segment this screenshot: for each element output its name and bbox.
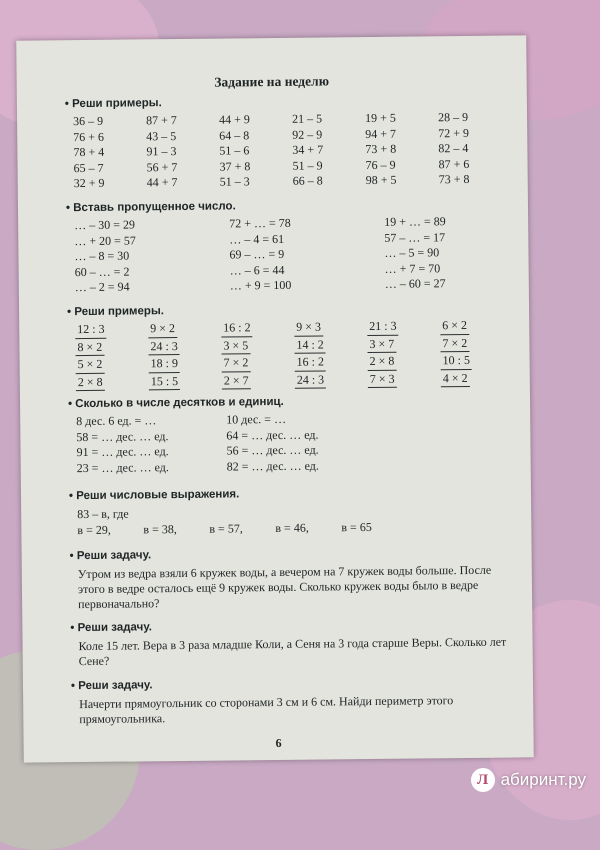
equation-cell: 57 – … = 17 [384,229,446,245]
example-cell: 24 : 3 [148,338,180,355]
tens-units-cell: 64 = … дес. … ед. [226,427,319,443]
example-cell: 18 : 9 [149,356,181,373]
equation-cell: 19 + … = 89 [384,214,446,229]
equation-cell: … – 6 = 44 [229,262,285,277]
example-cell: 78 + 4 [73,144,105,160]
example-cell: 65 – 7 [73,160,104,175]
example-cell: 76 – 9 [365,157,396,172]
section-heading: • Реши задачу. [71,679,153,692]
tens-units-cell: 8 дес. 6 ед. = … [76,413,157,429]
example-cell: 51 – 9 [292,157,323,173]
tens-units-cell: 91 = … дес. … ед. [76,444,169,460]
tens-units-cell: 58 = … дес. … ед. [76,428,169,444]
example-cell: 10 : 5 [441,353,473,370]
example-cell: 36 – 9 [73,113,104,129]
example-cell: 44 + 9 [218,112,250,127]
example-cell: 44 + 7 [146,175,178,190]
example-cell: 7 × 2 [222,355,251,372]
example-cell: 16 : 2 [295,354,327,371]
value-item: в = 57, [209,520,243,536]
labirint-logo-icon: Л [471,768,495,792]
example-cell: 51 – 6 [219,143,250,158]
equation-cell: … + 7 = 70 [384,260,441,276]
example-cell: 28 – 9 [437,109,469,125]
equation-cell: … + 9 = 100 [229,277,292,293]
equation-cell: … – 60 = 27 [384,276,446,291]
table-row [76,370,514,392]
example-cell: 7 × 3 [368,371,397,388]
tens-units-cell: 10 дес. = … [226,411,287,427]
example-cell: 94 + 7 [365,126,397,141]
example-cell: 21 : 3 [367,319,399,336]
example-cell: 64 – 8 [219,127,250,143]
task-text: Утром из ведра взяли 6 кружек воды, а вечером на 7 кружек воды больше. После этого в ведре осталось ещё 9 кружек воды. Сколько кружек воды было в ведре первоначально? [77,562,492,612]
equation-cell: … – 8 = 30 [74,248,130,264]
example-cell: 66 – 8 [292,173,323,188]
example-cell: 9 × 3 [294,319,323,336]
missing-number-table [74,213,540,295]
example-cell: 16 : 2 [221,320,253,337]
example-cell: 73 + 8 [365,141,397,157]
worksheet-page [16,35,534,762]
example-cell: 21 – 5 [291,111,323,126]
example-cell: 37 + 8 [219,158,251,174]
example-cell: 8 × 2 [75,339,104,356]
example-cell: 56 + 7 [146,159,178,174]
example-cell: 92 – 9 [292,126,323,142]
example-cell: 14 : 2 [294,337,326,354]
example-cell: 3 × 7 [367,336,396,353]
example-cell: 4 × 2 [441,370,470,387]
table-row [74,172,512,192]
page-title: Задание на неделю [214,73,330,90]
example-cell: 87 + 7 [146,113,177,128]
section-heading: • Реши задачу. [70,621,152,634]
section-heading: • Сколько в числе десятков и единиц. [68,396,284,410]
example-cell: 3 × 5 [221,338,250,355]
section-heading: • Вставь пропущенное число. [66,200,236,214]
tens-units-cell: 56 = … дес. … ед. [226,442,319,458]
value-item: в = 65 [341,519,372,534]
example-cell: 72 + 9 [438,125,470,140]
task-text: Коле 15 лет. Вера в 3 раза младше Коли, а Сеня на 3 года старше Веры. Сколько лет Сене? [78,634,507,669]
watermark [471,768,586,792]
example-cell: 2 × 8 [76,374,105,391]
equation-cell: … + 20 = 57 [74,232,136,248]
example-cell: 91 – 3 [146,144,177,159]
example-cell: 87 + 6 [438,156,470,171]
example-cell: 2 × 8 [368,354,397,371]
example-cell: 51 – 3 [219,174,250,189]
tens-units-cell: 23 = … дес. … ед. [76,459,169,475]
example-cell: 12 : 3 [75,322,107,339]
section-heading: • Реши числовые выражения. [69,488,239,502]
example-cell: 82 – 4 [438,140,469,156]
example-cell: 73 + 8 [438,171,470,187]
examples-table-2 [75,318,514,393]
section-heading: • Реши примеры. [67,305,164,318]
example-cell: 2 × 7 [222,373,251,390]
equation-cell: 69 – … = 9 [229,246,285,262]
example-cell: 34 + 7 [292,142,324,157]
example-cell: 9 × 2 [148,321,177,338]
value-item: в = 29, [77,522,111,537]
section-heading: • Реши примеры. [65,97,162,110]
equation-cell: … – 30 = 29 [74,217,136,233]
expression-block [77,504,407,538]
example-cell: 32 + 9 [73,175,105,191]
example-cell: 7 × 2 [440,335,469,352]
watermark-text: абиринт.ру [500,770,586,789]
tens-units-cell: 82 = … дес. … ед. [226,458,319,474]
value-item: в = 38, [143,521,177,536]
tens-units-table [76,411,377,476]
table-row [77,457,377,476]
expression-text: 83 – в, где [77,506,129,522]
example-cell: 6 × 2 [440,318,469,335]
example-cell: 98 + 5 [365,172,397,188]
example-cell: 19 + 5 [364,110,396,126]
expression-values [77,519,407,538]
equation-cell: … – 5 = 90 [384,245,440,260]
example-cell: 76 + 6 [73,129,105,144]
page-number: 6 [275,735,282,751]
task-text: Начерти прямоугольник со сторонами 3 см и 6 см. Найди периметр этого прямоугольника. [79,693,454,727]
example-cell: 24 : 3 [295,372,327,389]
value-item: в = 46, [275,520,309,535]
example-cell: 43 – 5 [146,128,177,143]
example-cell: 5 × 2 [76,357,105,374]
equation-cell: 72 + … = 78 [229,215,291,231]
equation-cell: … – 4 = 61 [229,231,285,246]
example-cell: 15 : 5 [149,373,181,390]
section-heading: • Реши задачу. [70,549,152,562]
equation-cell: … – 2 = 94 [74,279,130,295]
equation-cell: 60 – … = 2 [74,264,130,279]
examples-table-1 [73,110,512,192]
